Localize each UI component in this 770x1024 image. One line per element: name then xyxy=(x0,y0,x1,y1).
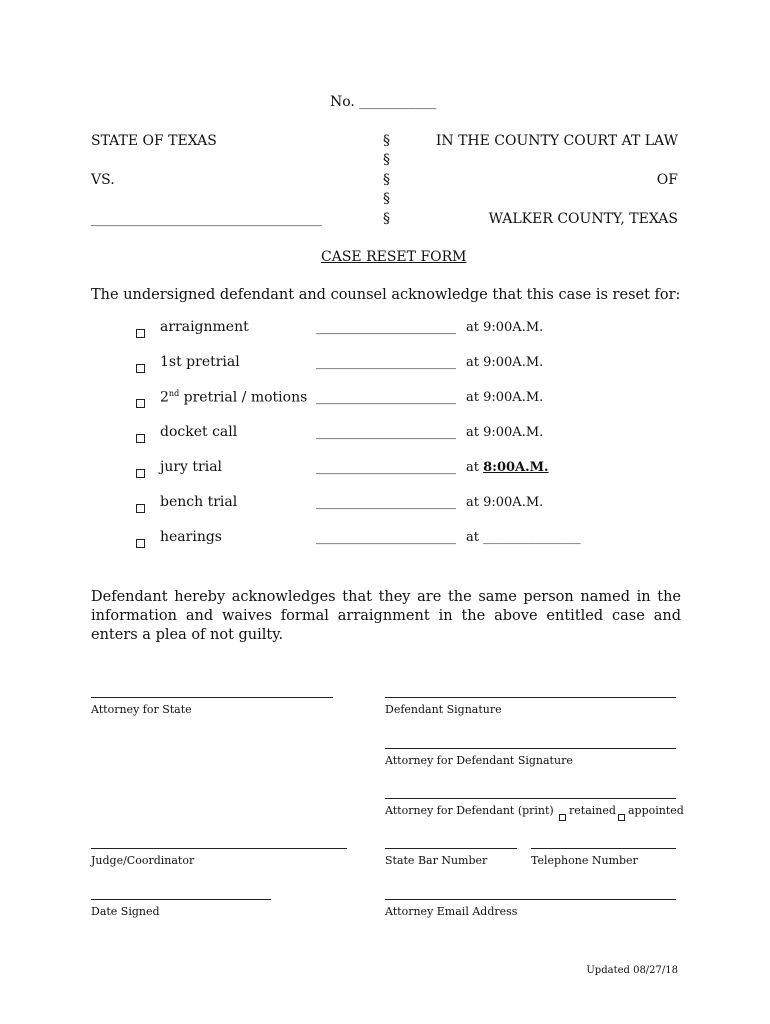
attorney-email-label: Attorney Email Address xyxy=(385,905,518,918)
reset-time: at _______________ xyxy=(466,530,581,545)
caption-court: IN THE COUNTY COURT AT LAW xyxy=(435,133,678,149)
reset-item-label: bench trial xyxy=(160,494,238,510)
caption-vs: VS. xyxy=(91,172,115,188)
reset-time: at 9:00A.M. xyxy=(466,320,544,335)
checkbox-arraignment[interactable] xyxy=(136,323,145,342)
reset-item-label: 1st pretrial xyxy=(160,354,240,370)
date-blank[interactable]: ____________________ xyxy=(316,459,456,475)
defendant-signature-line[interactable] xyxy=(385,697,676,698)
section-mark: § xyxy=(383,152,390,168)
section-mark: § xyxy=(383,191,390,207)
state-bar-number-label: State Bar Number xyxy=(385,854,488,867)
attorney-state-label: Attorney for State xyxy=(91,703,192,716)
reset-time: at 8:00A.M. xyxy=(466,460,549,475)
appointed-checkbox[interactable] xyxy=(618,807,625,826)
jury-trial-time: 8:00A.M. xyxy=(483,460,549,475)
reset-time: at 9:00A.M. xyxy=(466,390,544,405)
checkbox-jury-trial[interactable] xyxy=(136,463,145,482)
reset-time: at 9:00A.M. xyxy=(466,355,544,370)
reset-item-label: docket call xyxy=(160,424,238,440)
attorney-state-signature-line[interactable] xyxy=(91,697,333,698)
reset-time: at 9:00A.M. xyxy=(466,495,544,510)
attorney-defendant-signature-label: Attorney for Defendant Signature xyxy=(385,754,573,767)
reset-item-label: jury trial xyxy=(160,459,223,475)
updated-date: Updated 08/27/18 xyxy=(586,965,678,976)
checkbox-docket-call[interactable] xyxy=(136,428,145,447)
caption-county: WALKER COUNTY, TEXAS xyxy=(488,211,678,227)
checkbox-2nd-pretrial[interactable] xyxy=(136,393,145,412)
case-number-label: No. ___________ xyxy=(330,94,437,110)
date-blank[interactable]: ____________________ xyxy=(316,529,456,545)
section-mark: § xyxy=(383,211,390,227)
section-mark: § xyxy=(383,133,390,149)
checkbox-bench-trial[interactable] xyxy=(136,498,145,517)
reset-item-label: 2nd pretrial / motions xyxy=(160,389,308,406)
acknowledgment-text: Defendant hereby acknowledges that they are the same person named in the information and waives formal arraignment in the above entitled case and enters a plea of not guilty. xyxy=(91,589,681,643)
date-blank[interactable]: ____________________ xyxy=(316,424,456,440)
form-title: CASE RESET FORM xyxy=(321,249,467,265)
telephone-number-label: Telephone Number xyxy=(531,854,638,867)
intro-text: The undersigned defendant and counsel acknowledge that this case is reset for: xyxy=(91,287,681,303)
appointed-label: appointed xyxy=(628,804,684,817)
date-blank[interactable]: ____________________ xyxy=(316,354,456,370)
section-mark: § xyxy=(383,172,390,188)
reset-item-label: hearings xyxy=(160,529,222,545)
date-signed-label: Date Signed xyxy=(91,905,160,918)
retained-checkbox[interactable] xyxy=(559,807,566,826)
reset-item-label: arraignment xyxy=(160,319,249,335)
state-bar-number-line[interactable] xyxy=(385,848,517,849)
retained-label: retained xyxy=(569,804,616,817)
reset-time: at 9:00A.M. xyxy=(466,425,544,440)
defendant-signature-label: Defendant Signature xyxy=(385,703,502,716)
date-blank[interactable]: ____________________ xyxy=(316,319,456,335)
checkbox-1st-pretrial[interactable] xyxy=(136,358,145,377)
date-blank[interactable]: ____________________ xyxy=(316,389,456,405)
judge-coordinator-line[interactable] xyxy=(91,848,347,849)
attorney-defendant-signature-line[interactable] xyxy=(385,748,676,749)
checkbox-hearings[interactable] xyxy=(136,533,145,552)
telephone-number-line[interactable] xyxy=(531,848,676,849)
attorney-defendant-print-line[interactable] xyxy=(385,798,676,799)
attorney-defendant-print-label: Attorney for Defendant (print) xyxy=(385,804,554,817)
caption-of: OF xyxy=(656,172,678,188)
date-signed-line[interactable] xyxy=(91,899,271,900)
caption-state: STATE OF TEXAS xyxy=(91,133,217,149)
judge-coordinator-label: Judge/Coordinator xyxy=(91,854,195,867)
date-blank[interactable]: ____________________ xyxy=(316,494,456,510)
caption-defendant-line: _________________________________ xyxy=(91,211,322,227)
attorney-email-line[interactable] xyxy=(385,899,676,900)
